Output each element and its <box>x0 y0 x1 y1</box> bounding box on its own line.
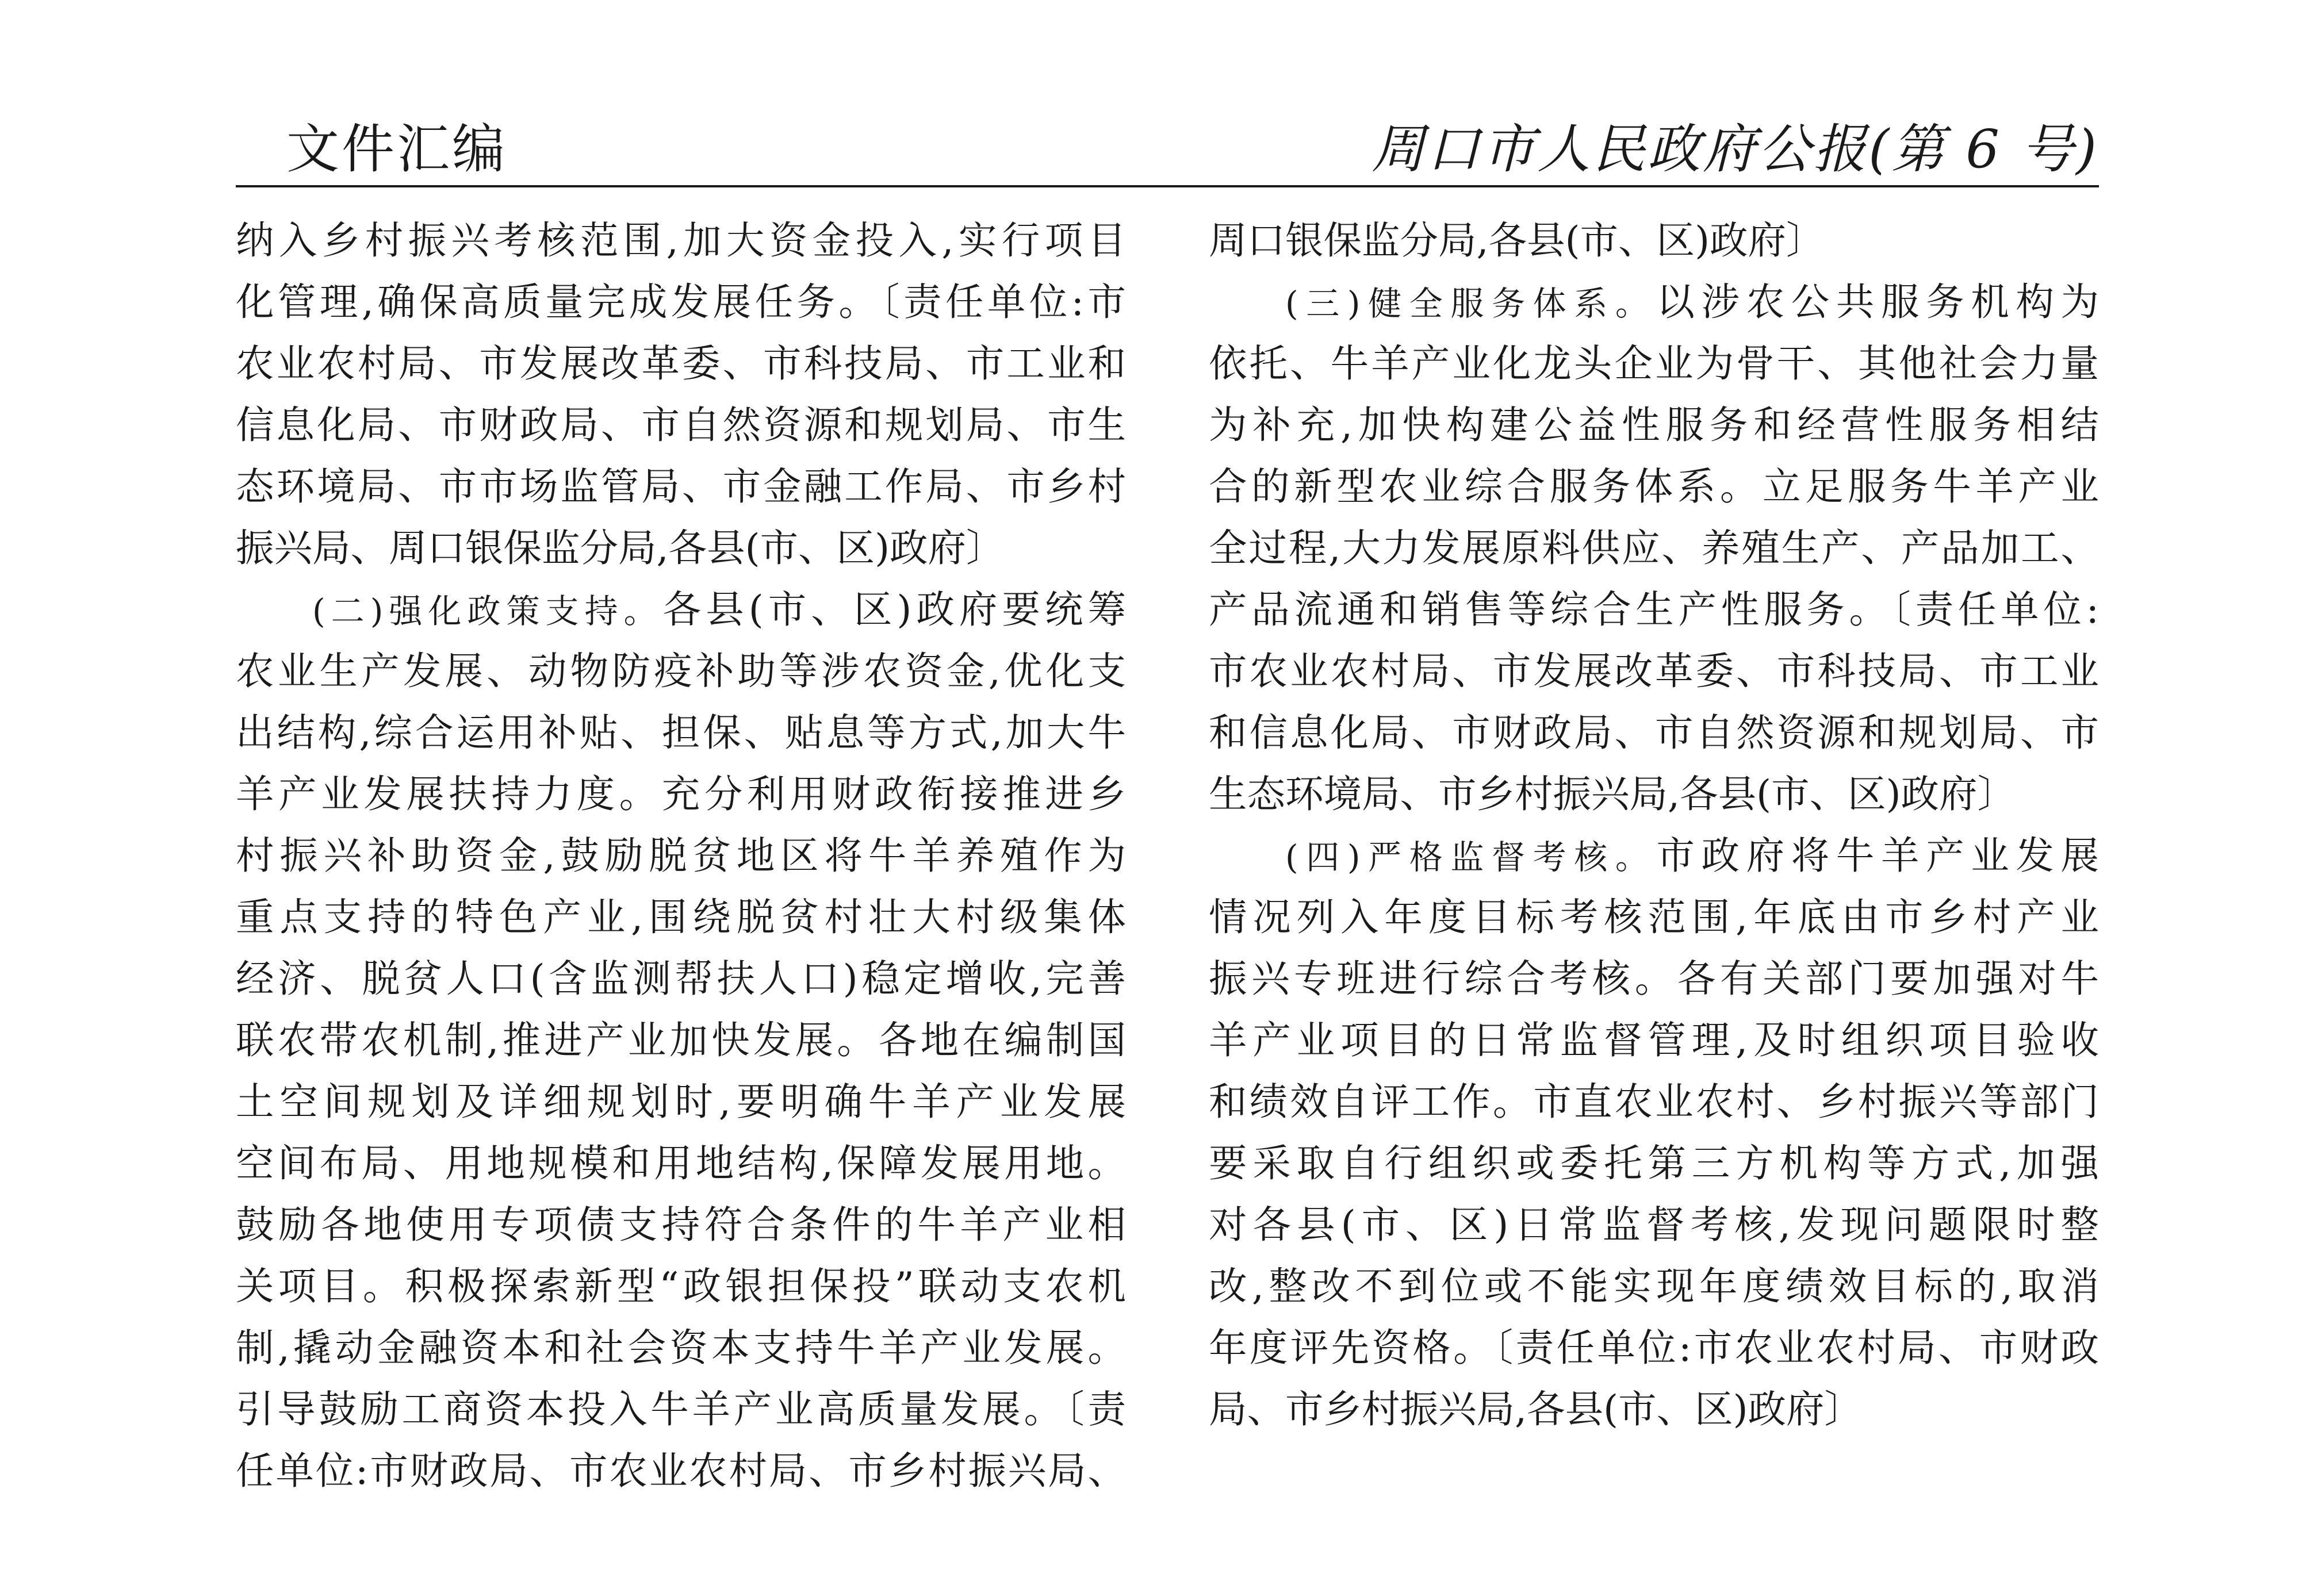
line-text: 年度评先资格。〔责任单位:市农业农村局、市财政 <box>1209 1325 2099 1370</box>
body-text-line <box>1209 1010 2099 1071</box>
line-text: 产品流通和销售等综合生产性服务。〔责任单位: <box>1209 587 2099 632</box>
line-text: 引导鼓励工商资本投入牛羊产业高质量发展。〔责 <box>236 1387 1126 1432</box>
line-text: 依托、牛羊产业化龙头企业为骨干、其他社会力量 <box>1209 341 2099 386</box>
line-text: 化管理,确保高质量完成发展任务。〔责任单位:市 <box>236 279 1126 324</box>
body-text-line <box>236 764 1126 825</box>
body-text-line <box>236 702 1126 764</box>
line-text: 空间布局、用地规模和用地结构,保障发展用地。 <box>236 1141 1126 1186</box>
body-text-line <box>236 1317 1126 1379</box>
line-text: 各县(市、区)政府要统筹 <box>662 587 1126 632</box>
line-text: 振兴局、周口银保监分局,各县(市、区)政府〕 <box>236 525 1005 570</box>
body-text-line <box>1209 394 2099 456</box>
line-text: 出结构,综合运用补贴、担保、贴息等方式,加大牛 <box>236 710 1126 755</box>
body-text-line <box>1209 579 2099 640</box>
body-text-line <box>236 1194 1126 1256</box>
line-text: 态环境局、市市场监管局、市金融工作局、市乡村 <box>236 464 1126 509</box>
body-text-line <box>236 456 1126 517</box>
line-text: 以涉农公共服务机构为 <box>1656 279 2099 324</box>
body-text-line <box>236 271 1126 333</box>
line-text: 对各县(市、区)日常监督考核,发现问题限时整 <box>1209 1202 2099 1247</box>
body-text-line <box>1209 1194 2099 1256</box>
line-text: 和绩效自评工作。市直农业农村、乡村振兴等部门 <box>1209 1079 2099 1124</box>
body-text-line <box>1209 1071 2099 1133</box>
line-text: 信息化局、市财政局、市自然资源和规划局、市生 <box>236 402 1126 447</box>
body-text-line <box>1209 1256 2099 1317</box>
section-heading: (四)严格监督考核。 <box>1285 838 1657 877</box>
body-text-line <box>1209 887 2099 948</box>
body-text-line <box>236 1071 1126 1133</box>
line-text: 关项目。积极探索新型“政银担保投”联动支农机 <box>236 1264 1126 1309</box>
section-heading-line <box>1209 271 2099 333</box>
body-text-line <box>236 394 1126 456</box>
body-text-line <box>236 1256 1126 1317</box>
body-text-line <box>1209 333 2099 394</box>
body-text-line <box>236 825 1126 887</box>
line-text: 全过程,大力发展原料供应、养殖生产、产品加工、 <box>1209 525 2099 570</box>
body-text-line <box>236 1133 1126 1194</box>
body-text-line <box>236 640 1126 702</box>
line-text: 和信息化局、市财政局、市自然资源和规划局、市 <box>1209 710 2099 755</box>
section-heading-line <box>236 579 1126 640</box>
line-text: 联农带农机制,推进产业加快发展。各地在编制国 <box>236 1018 1126 1062</box>
line-text: 市政府将牛羊产业发展 <box>1656 833 2099 878</box>
body-text-line <box>236 1010 1126 1071</box>
body-text-line <box>1209 702 2099 764</box>
body-text-line <box>1209 456 2099 517</box>
header-divider <box>236 185 2099 187</box>
line-text: 为补充,加快构建公益性服务和经营性服务相结 <box>1209 402 2099 447</box>
line-text: 制,撬动金融资本和社会资本支持牛羊产业发展。 <box>236 1325 1126 1370</box>
line-text: 羊产业发展扶持力度。充分利用财政衔接推进乡 <box>236 772 1126 816</box>
body-text-line <box>1209 948 2099 1010</box>
section-heading: (二)强化政策支持。 <box>312 592 663 631</box>
line-text: 任单位:市财政局、市农业农村局、市乡村振兴局、 <box>236 1448 1126 1493</box>
line-text: 情况列入年度目标考核范围,年底由市乡村产业 <box>1209 895 2099 939</box>
line-text: 纳入乡村振兴考核范围,加大资金投入,实行项目 <box>236 218 1126 263</box>
line-text: 局、市乡村振兴局,各县(市、区)政府〕 <box>1209 1387 1863 1432</box>
line-text: 村振兴补助资金,鼓励脱贫地区将牛羊养殖作为 <box>236 833 1126 878</box>
body-text-line <box>1209 517 2099 579</box>
line-text: 羊产业项目的日常监督管理,及时组织项目验收 <box>1209 1018 2099 1062</box>
body-text-line <box>236 948 1126 1010</box>
right-column <box>1209 210 2099 1440</box>
publication-title: 周口市人民政府公报(第 6 号) <box>1371 118 2099 180</box>
line-text: 农业农村局、市发展改革委、市科技局、市工业和 <box>236 341 1126 386</box>
line-text: 合的新型农业综合服务体系。立足服务牛羊产业 <box>1209 464 2099 509</box>
line-text: 生态环境局、市乡村振兴局,各县(市、区)政府〕 <box>1209 772 2016 816</box>
body-text-line <box>1209 1317 2099 1379</box>
body-text-line <box>1209 1379 2099 1440</box>
body-text-line <box>236 887 1126 948</box>
line-text: 改,整改不到位或不能实现年度绩效目标的,取消 <box>1209 1264 2099 1309</box>
line-text: 重点支持的特色产业,围绕脱贫村壮大村级集体 <box>236 895 1126 939</box>
line-text: 市农业农村局、市发展改革委、市科技局、市工业 <box>1209 649 2099 693</box>
line-text: 振兴专班进行综合考核。各有关部门要加强对牛 <box>1209 956 2099 1001</box>
body-text-line <box>1209 640 2099 702</box>
line-text: 土空间规划及详细规划时,要明确牛羊产业发展 <box>236 1079 1126 1124</box>
body-text-line <box>1209 210 2099 271</box>
left-column <box>236 210 1126 1502</box>
body-text-line <box>1209 764 2099 825</box>
line-text: 农业生产发展、动物防疫补助等涉农资金,优化支 <box>236 649 1126 693</box>
body-text-line <box>236 1440 1126 1502</box>
body-text-line <box>236 210 1126 271</box>
body-text-line <box>236 517 1126 579</box>
body-text-line <box>1209 1133 2099 1194</box>
body-text-line <box>236 1379 1126 1440</box>
line-text: 鼓励各地使用专项债支持符合条件的牛羊产业相 <box>236 1202 1126 1247</box>
line-text: 要采取自行组织或委托第三方机构等方式,加强 <box>1209 1141 2099 1186</box>
section-title: 文件汇编 <box>286 118 508 180</box>
section-heading: (三)健全服务体系。 <box>1285 284 1657 323</box>
section-heading-line <box>1209 825 2099 887</box>
body-text-line <box>236 333 1126 394</box>
line-text: 经济、脱贫人口(含监测帮扶人口)稳定增收,完善 <box>236 956 1126 1001</box>
line-text: 周口银保监分局,各县(市、区)政府〕 <box>1209 218 1825 263</box>
